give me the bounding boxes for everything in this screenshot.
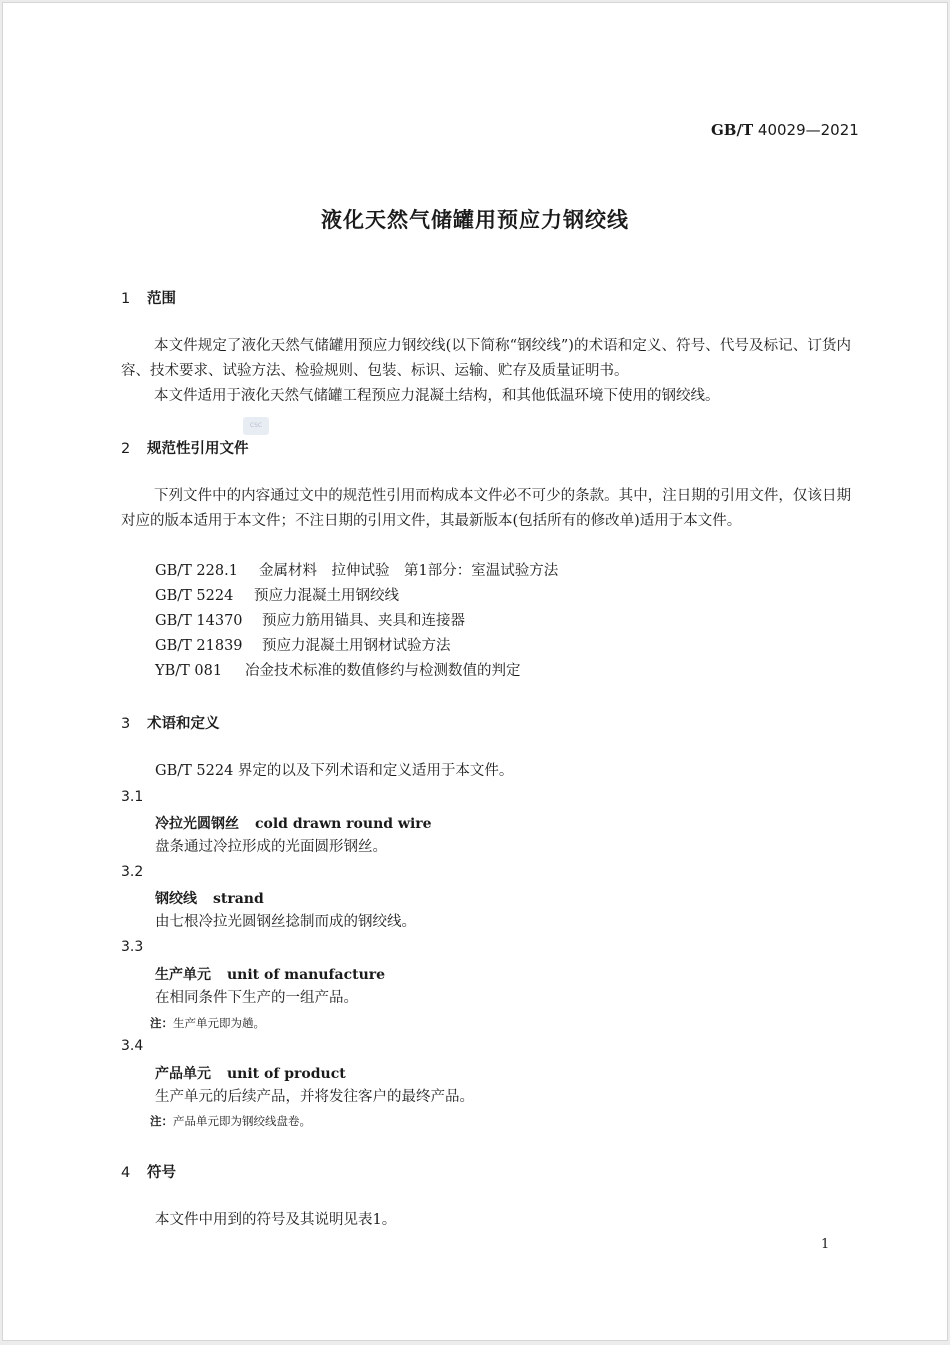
scope-paragraph-1: 本文件规定了液化天然气储罐用预应力钢绞线(以下简称“钢绞线”)的术语和定义、符号、代号及标记、订货内容、技术要求、试验方法、检验规则、包装、标识、运输、贮存及质量证明书。 xyxy=(121,338,851,379)
symbols-intro: 本文件中用到的符号及其说明见表1。 xyxy=(155,1212,397,1228)
reference-code: GB/T 228.1 xyxy=(155,563,238,579)
terms-intro: GB/T 5224 界定的以及下列术语和定义适用于本文件。 xyxy=(155,763,514,779)
watermark-logo: CSC xyxy=(243,417,269,435)
section-number: 2 xyxy=(121,441,131,457)
term-number: 3.4 xyxy=(121,1038,144,1054)
term-definition: 在相同条件下生产的一组产品。 xyxy=(155,990,358,1006)
scope-paragraph-2: 本文件适用于液化天然气储罐工程预应力混凝土结构，和其他低温环境下使用的钢绞线。 xyxy=(154,388,720,404)
reference-code: YB/T 081 xyxy=(155,663,223,679)
document-page xyxy=(2,2,948,1341)
note-label: 注： xyxy=(150,1016,173,1030)
standard-code xyxy=(711,121,859,139)
reference-title: 预应力混凝土用钢绞线 xyxy=(254,588,399,604)
note-label: 注： xyxy=(150,1114,173,1128)
term-definition: 生产单元的后续产品，并将发往客户的最终产品。 xyxy=(155,1089,474,1105)
term-zh: 钢绞线 xyxy=(155,891,197,907)
term-en: unit of product xyxy=(227,1066,346,1082)
reference-title: 预应力筋用锚具、夹具和连接器 xyxy=(262,613,465,629)
term-note xyxy=(150,1113,311,1129)
page-title: 液化天然气储罐用预应力钢绞线 xyxy=(321,208,629,232)
standard-number: 40029—2021 xyxy=(757,121,859,139)
section-1-heading xyxy=(121,287,176,308)
note-text: 产品单元即为钢绞线盘卷。 xyxy=(173,1114,311,1128)
term-note xyxy=(150,1015,265,1031)
term-en: unit of manufacture xyxy=(227,967,386,983)
reference-item xyxy=(155,584,399,609)
section-title: 规范性引用文件 xyxy=(147,441,249,457)
section-4-heading xyxy=(121,1161,176,1182)
term-heading xyxy=(155,813,432,833)
term-heading xyxy=(155,964,385,984)
term-en: strand xyxy=(213,891,264,907)
section-title: 范围 xyxy=(147,291,176,307)
section-3-heading xyxy=(121,712,220,733)
term-zh: 生产单元 xyxy=(155,967,211,983)
section-title: 符号 xyxy=(147,1165,176,1181)
reference-title: 预应力混凝土用钢材试验方法 xyxy=(262,638,451,654)
reference-code: GB/T 21839 xyxy=(155,638,243,654)
reference-title: 金属材料 拉伸试验 第1部分：室温试验方法 xyxy=(259,563,559,579)
term-zh: 产品单元 xyxy=(155,1066,211,1082)
term-en: cold drawn round wire xyxy=(255,816,432,832)
reference-item xyxy=(155,609,465,634)
reference-item xyxy=(155,659,521,684)
term-number: 3.2 xyxy=(121,864,144,880)
section-number: 1 xyxy=(121,291,131,307)
reference-item xyxy=(155,634,451,659)
term-definition: 由七根冷拉光圆钢丝捻制而成的钢绞线。 xyxy=(155,914,416,930)
note-text: 生产单元即为趟。 xyxy=(173,1016,265,1030)
term-zh: 冷拉光圆钢丝 xyxy=(155,816,239,832)
standard-prefix: GB/T xyxy=(711,121,754,139)
reference-item xyxy=(155,559,558,584)
term-heading xyxy=(155,888,264,908)
section-number: 4 xyxy=(121,1165,131,1181)
section-title: 术语和定义 xyxy=(147,716,220,732)
reference-title: 冶金技术标准的数值修约与检测数值的判定 xyxy=(245,663,521,679)
term-heading xyxy=(155,1063,346,1083)
section-number: 3 xyxy=(121,716,131,732)
section-2-heading xyxy=(121,437,249,458)
reference-code: GB/T 14370 xyxy=(155,613,243,629)
term-number: 3.3 xyxy=(121,939,144,955)
page-number: 1 xyxy=(821,1237,830,1252)
term-number: 3.1 xyxy=(121,789,144,805)
term-definition: 盘条通过冷拉形成的光面圆形钢丝。 xyxy=(155,839,387,855)
normative-intro: 下列文件中的内容通过文中的规范性引用而构成本文件必不可少的条款。其中，注日期的引用文件，仅该日期对应的版本适用于本文件；不注日期的引用文件，其最新版本(包括所有的修改单)适用于本文件。 xyxy=(121,488,851,529)
reference-code: GB/T 5224 xyxy=(155,588,234,604)
